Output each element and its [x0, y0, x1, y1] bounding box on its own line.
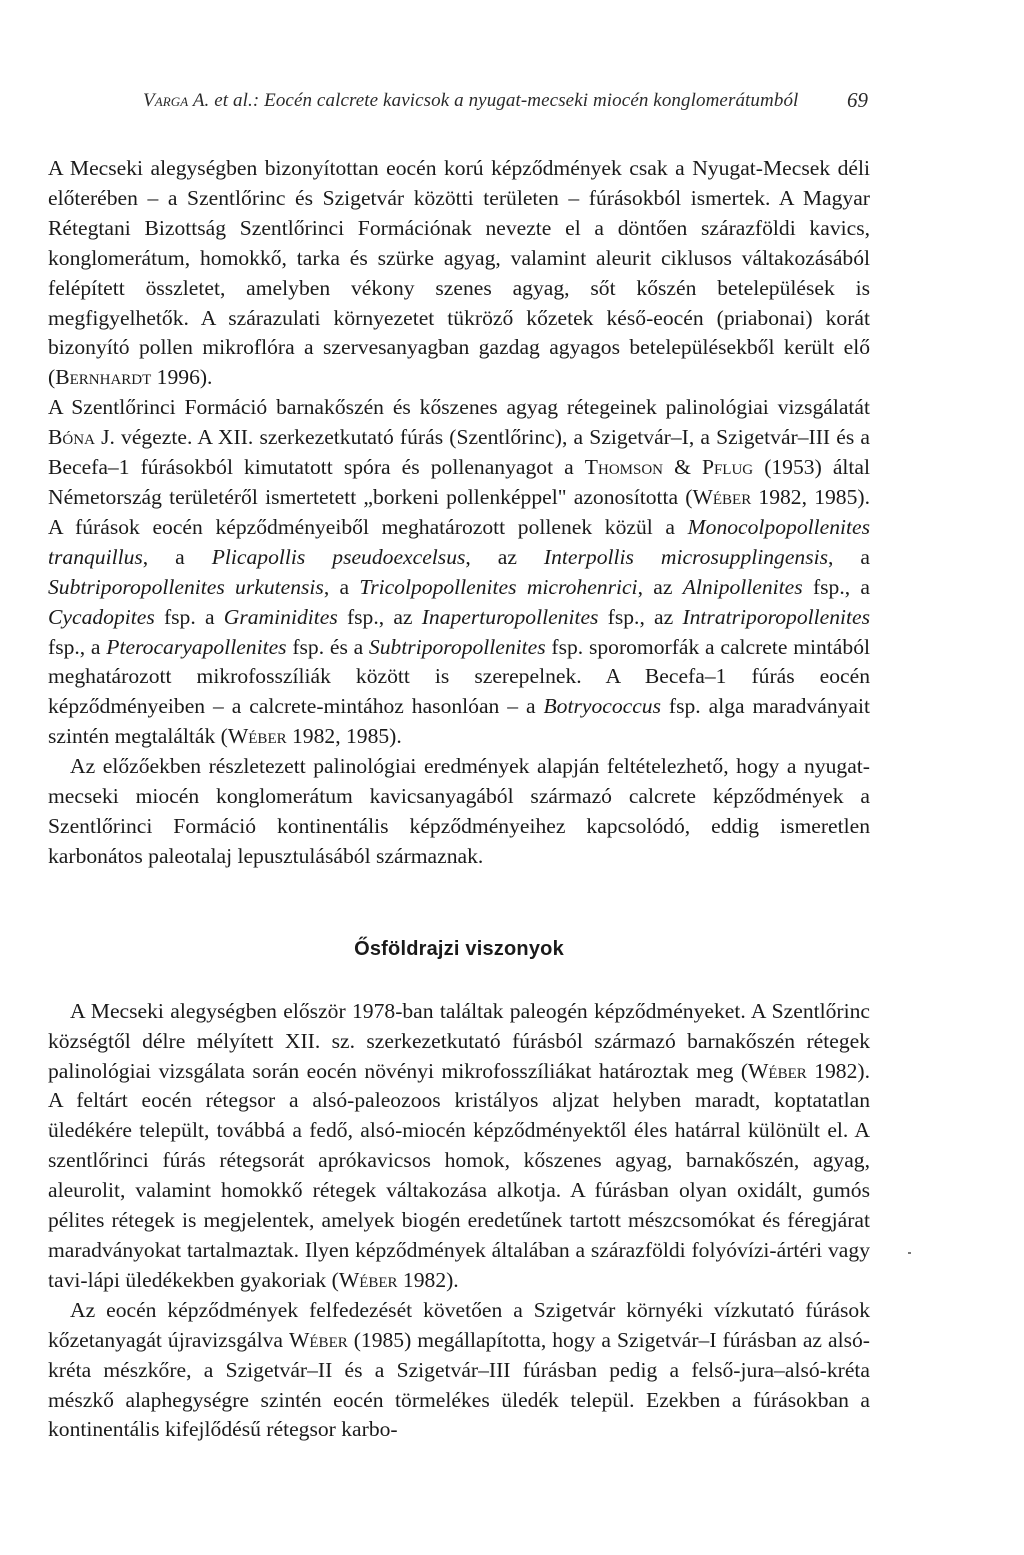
running-head-title: Eocén calcrete kavicsok a nyugat-mecseki miocén konglomerátumból	[264, 90, 799, 111]
text-run: , a	[142, 544, 212, 569]
text-run: fsp. sporomorfák a calcrete mintából meghatározott mikrofosszíliák között is szerepelnek. A Becefa–1 fúrás eocén képződményeiben – a calcrete-mintához hasonlóan – a	[48, 634, 870, 719]
citation-weber: Wéber	[692, 484, 752, 509]
citation-weber: Wéber	[338, 1267, 398, 1292]
text-run: 1982, 1985). A fúrások eocén képződményeiből meghatározott pollenek közül a	[48, 484, 870, 539]
text-run: , a	[323, 574, 360, 599]
taxon-name: Alnipollenites	[682, 574, 803, 599]
taxon-name: Cycadopites	[48, 604, 155, 629]
citation-thomson: Thomson	[584, 455, 663, 480]
text-run: , az	[465, 544, 544, 569]
running-head-author: Varga	[143, 90, 189, 111]
paragraph-1-text: A Mecseki alegységben bizonyítottan eocén korú képződmények csak a Nyugat-Mecsek déli előterében – a Szentlőrinc és Szigetvár közötti területen – fúrásokból ismertek. A Magyar Rétegtani Bizottság Szentlőrinci Formációnak nevezte el a döntően szárazföldi kavics, konglomerátum, homokkő, tarka és szürke agyag, valamint aleurit ciklusos váltakozásából felépített összletet, amelyben vékony szenes agyag, sőt kőszén betelepülések is megfigyelhetők. A szárazulati környezetet tükröző kőzetek késő-eocén (priabonai) korát bizonyító pollen mikroflóra a szervesanyagban gazdag agyagos betelepülésekből került elő (	[48, 156, 870, 390]
running-head	[48, 84, 870, 114]
taxon-name: Pterocaryapollenites	[106, 634, 287, 659]
page-number: 69	[847, 88, 868, 112]
paragraph-1	[48, 154, 870, 393]
text-run: fsp., a	[48, 634, 107, 659]
text-run: J. végezte. A XII. szerkezetkutató fúrás (Szentlőrinc), a Szigetvár–I, a Szigetvár–III és a Becefa–1 fúrásokból kimutatott spóra és pollenanyagot a	[48, 425, 870, 480]
paragraph-3: Az előzőekben részletezett palinológiai eredmények alapján feltételezhető, hogy a nyugat-mecseki miocén konglomerátum kavicsanyagából származó calcrete képződmények a Szentlőrinci Formáció kontinentális képződményeihez kapcsolódó, eddig ismeretlen karbonátos paleotalaj lepusztulásából származnak.	[48, 754, 870, 868]
citation-bernhardt: Bernhardt	[55, 365, 152, 390]
text-run: , az	[637, 574, 683, 599]
citation-weber: Wéber	[289, 1327, 348, 1352]
taxon-name: Intratriporopollenites	[682, 604, 870, 629]
margin-mark	[908, 1252, 911, 1254]
text-run: 1982). A feltárt eocén rétegsor a alsó-paleozoos kristályos aljzat helyben maradt, koptatatlan üledékére települt, továbbá a fedő, alsó-miocén képződményektől éles határral különült el. A szentlőrinci fúrás rétegsorát aprókavicsos homok, kőszenes agyag, barnakőszén, agyag, aleurolit, valamint homokkő rétegek váltakozása alkotja. A fúrásban olyan oxidált, gumós pélites rétegek is megjelentek, amelyek biogén eredetűnek tartott mészcsomókat és féregjárat maradványokat tartalmaztak. Ilyen képződmények általában a szárazföldi folyóvízi-ártéri vagy tavi-lápi üledékekben gyakoriak (	[48, 1058, 870, 1292]
text-run: 1982).	[397, 1267, 459, 1292]
section-heading: Ősföldrajzi viszonyok	[354, 937, 564, 960]
text-run: 1982, 1985).	[286, 724, 402, 749]
taxon-name: Interpollis microsupplingensis	[543, 544, 829, 569]
citation-bona: Bóna	[48, 425, 95, 450]
taxon-name: Inaperturopollenites	[421, 604, 599, 629]
text-run: (1953) által Németország területéről ismertetett „borkeni pollenképpel" azonosította (	[48, 455, 870, 509]
text-run: A Szentlőrinci Formáció barnakőszén és kőszenes agyag rétegeinek palinológiai vizsgálatát	[48, 395, 870, 420]
text-run: fsp. és a	[286, 634, 369, 659]
text-run: fsp., az	[598, 604, 683, 629]
taxon-name: Plicapollis pseudoexcelsus	[211, 544, 466, 569]
text-run: fsp. a	[154, 604, 224, 629]
citation-weber: Wéber	[748, 1058, 807, 1083]
section-paragraph-1	[48, 997, 870, 1296]
text-run: A Mecseki alegységben először 1978-ban találtak paleogén képződményeket. A Szentlőrinc községtől délre mélyített XII. sz. szerkezetkutató fúrásból származó barnakőszén rétegek palinológiai vizsgálata során eocén növényi mikrofosszíliákat határoztak meg (	[48, 998, 870, 1083]
running-head-author-rest: A. et al.:	[188, 90, 265, 111]
body-text	[48, 154, 870, 872]
section-body	[48, 997, 870, 1446]
text-run: (1985) megállapította, hogy a Szigetvár–I fúrásban az alsó-kréta mészkőre, a Szigetvár–II és a Szigetvár–III fúrásban pedig a felső-jura–alsó-kréta mészkő alaphegységre szintén eocén törmelékes üledék települ. Ezekben a fúrásokban a kontinentális kifejlődésű rétegsor karbo-	[48, 1327, 870, 1442]
citation-pflug: Pflug	[701, 455, 754, 480]
text-run: fsp., a	[802, 574, 870, 599]
paragraph-1-end: 1996).	[151, 365, 213, 390]
taxon-name: Subtriporopollenites urkutensis	[48, 574, 324, 599]
section-paragraph-2	[48, 1296, 870, 1446]
taxon-name: Botryococcus	[543, 694, 661, 719]
taxon-name: Monocolpopollenites tranquillus	[48, 514, 870, 569]
text-run: Az eocén képződmények felfedezését követően a Szigetvár környéki vízkutató fúrások kőzetanyagát újravizsgálva	[48, 1297, 870, 1352]
running-head-text	[143, 90, 798, 112]
text-run: &	[663, 455, 702, 480]
taxon-name: Subtriporopollenites	[368, 634, 546, 659]
paragraph-2	[48, 393, 870, 752]
text-run: , a	[828, 544, 870, 569]
page	[48, 84, 870, 1445]
taxon-name: Tricolpopollenites microhenrici	[359, 574, 638, 599]
citation-weber: Wéber	[227, 724, 287, 749]
taxon-name: Graminidites	[223, 604, 338, 629]
text-run: fsp. alga maradványait szintén megtalálták (	[48, 694, 871, 749]
text-run: fsp., az	[337, 604, 422, 629]
